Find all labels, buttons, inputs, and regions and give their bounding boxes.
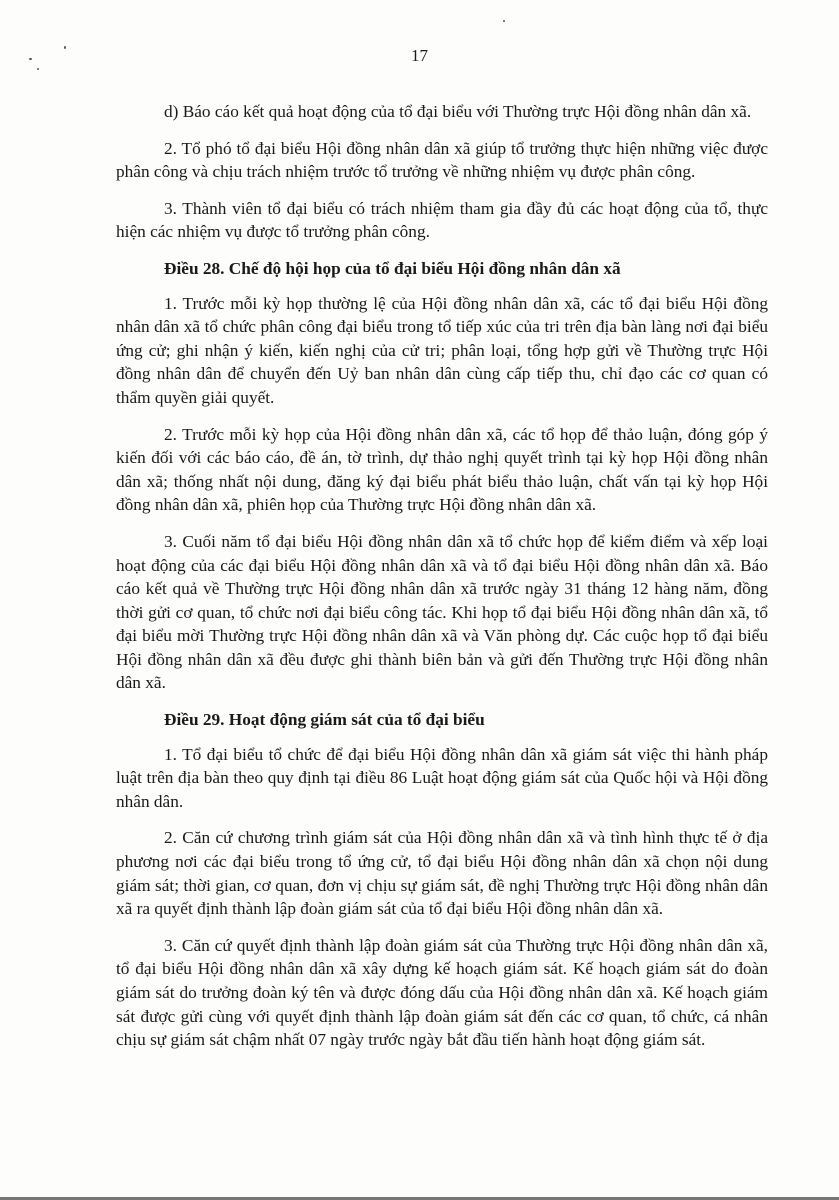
paragraph: 3. Căn cứ quyết định thành lập đoàn giám sát của Thường trực Hội đồng nhân dân xã, tổ đại biểu Hội đồng nhân dân xã xây dựng kế hoạch giám sát. Kế hoạch giám sát do đoàn giám sát do trưởng đoàn ký tên và được đóng dấu của Hội đồng nhân dân xã. Kế hoạch giám sát được gửi cùng với quyết định thành lập đoàn giám sát đến các cơ quan, tổ chức, cá nhân chịu sự giám sát chậm nhất 07 ngày trước ngày bắt đầu tiến hành hoạt động giám sát.	[116, 935, 768, 1050]
paragraph: 2. Trước mỗi kỳ họp của Hội đồng nhân dân xã, các tổ họp để thảo luận, đóng góp ý kiến đối với các báo cáo, đề án, tờ trình, dự thảo nghị quyết trình tại kỳ họp Hội đồng nhân dân xã; thống nhất nội dung, đăng ký đại biểu phát biểu thảo luận, chất vấn tại kỳ họp Hội đồng nhân dân xã, phiên họp của Thường trực Hội đồng nhân dân xã.	[116, 424, 768, 515]
paragraph: 1. Trước mỗi kỳ họp thường lệ của Hội đồng nhân dân xã, các tổ đại biểu Hội đồng nhân dân xã tổ chức phân công đại biểu trong tổ tiếp xúc của tri trên địa bàn làng nơi đại biểu ứng cử; ghi nhận ý kiến, kiến nghị của cử tri; phân loại, tổng hợp gửi về Thường trực Hội đồng nhân dân để chuyển đến Uỷ ban nhân dân cùng cấp tiếp thu, chỉ đạo các cơ quan có thẩm quyền giải quyết.	[116, 293, 768, 407]
paragraph: 3. Cuối năm tổ đại biểu Hội đồng nhân dân xã tổ chức họp để kiểm điểm và xếp loại hoạt động của các đại biểu Hội đồng nhân dân xã và tổ đại biểu Hội đồng nhân dân xã. Báo cáo kết quả về Thường trực Hội đồng nhân dân xã trước ngày 31 tháng 12 hàng năm, đồng thời gửi cơ quan, tổ chức nơi đại biểu công tác. Khi họp tổ đại biểu Hội đồng nhân dân xã, tổ đại biểu mời Thường trực Hội đồng nhân dân xã và Văn phòng dự. Các cuộc họp tổ đại biểu Hội đồng nhân dân xã đều được ghi thành biên bản và gửi đến Thường trực Hội đồng nhân dân xã.	[116, 531, 768, 693]
page-number: 17	[411, 46, 428, 65]
paragraph: 1. Tổ đại biểu tổ chức để đại biểu Hội đồng nhân dân xã giám sát việc thi hành pháp luật trên địa bàn theo quy định tại điều 86 Luật hoạt động giám sát của Quốc hội và Hội đồng nhân dân.	[116, 744, 768, 811]
article-29-heading: Điều 29. Hoạt động giám sát của tổ đại biểu	[164, 710, 485, 730]
scan-speck	[37, 68, 39, 70]
scan-speck	[503, 20, 505, 22]
paragraph: 3. Thành viên tổ đại biểu có trách nhiệm tham gia đầy đủ các hoạt động của tổ, thực hiện các nhiệm vụ được tổ trưởng phân công.	[116, 198, 768, 242]
document-body	[116, 100, 768, 1065]
article-28-heading: Điều 28. Chế độ hội họp của tổ đại biểu Hội đồng nhân dân xã	[164, 258, 621, 278]
paragraph: 2. Tổ phó tổ đại biểu Hội đồng nhân dân xã giúp tổ trưởng thực hiện những việc được phân công và chịu trách nhiệm trước tổ trưởng về những nhiệm vụ được phân công.	[116, 138, 768, 182]
paragraph: d) Báo cáo kết quả hoạt động của tổ đại biểu với Thường trực Hội đồng nhân dân xã.	[164, 102, 752, 121]
paragraph: 2. Căn cứ chương trình giám sát của Hội đồng nhân dân xã và tình hình thực tế ở địa phương nơi các đại biểu trong tổ ứng cử, tổ đại biểu Hội đồng nhân dân xã chọn nội dung giám sát; thời gian, cơ quan, đơn vị chịu sự giám sát, đề nghị Thường trực Hội đồng nhân dân xã ra quyết định thành lập đoàn giám sát của tổ đại biểu Hội đồng nhân dân xã.	[116, 828, 768, 919]
